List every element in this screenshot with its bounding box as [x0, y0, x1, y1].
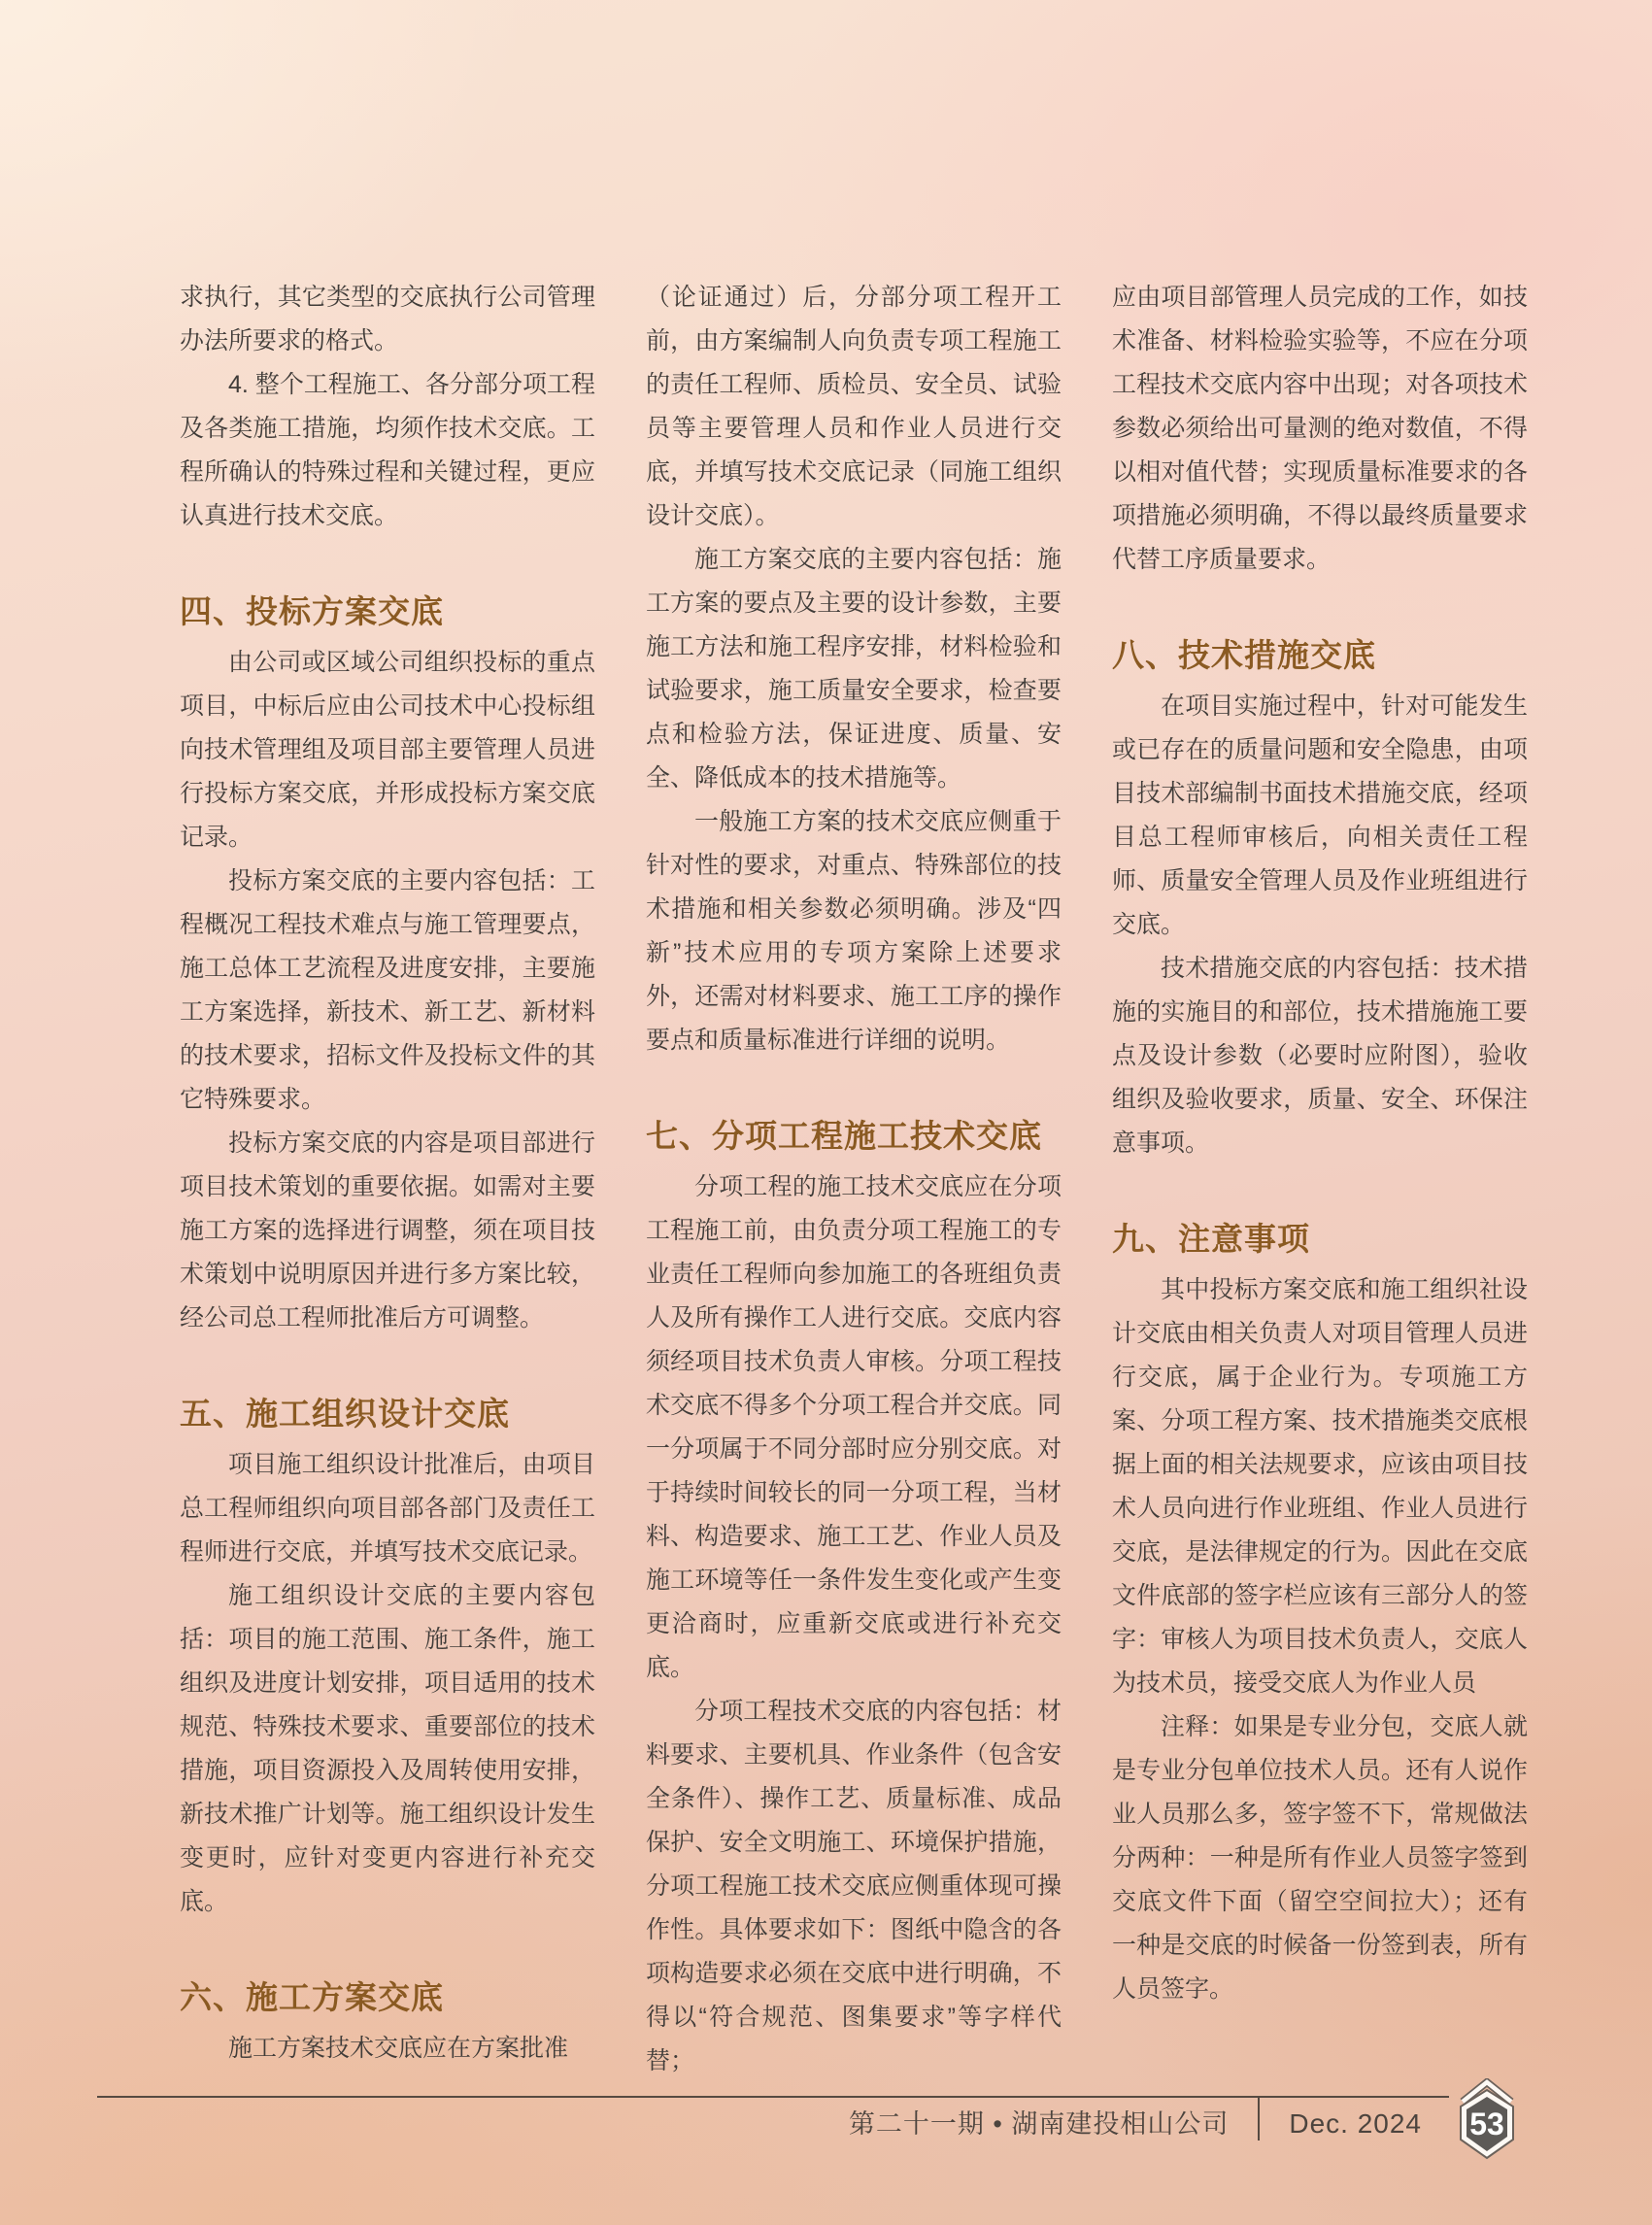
paragraph: 分项工程技术交底的内容包括：材料要求、主要机具、作业条件（包含安全条件）、操作工艺、质量标准、成品保护、安全文明施工、环境保护措施，分项工程施工技术交底应侧重体现可操作性。具体要求如下：图纸中隐含的各项构造要求必须在交底中进行明确，不得以“符合规范、图集要求”等字样代替；	[646, 1698, 1062, 2074]
paragraph: 其中投标方案交底和施工组织社设计交底由相关负责人对项目管理人员进行交底，属于企业行为。专项施工方案、分项工程方案、技术措施类交底根据上面的相关法规要求，应该由项目技术人员向进行作业班组、作业人员进行交底，是法律规定的行为。因此在交底文件底部的签字栏应该有三部分人的签字：审核人为项目技术负责人，交底人为技术员，接受交底人为作业人员	[1112, 1276, 1528, 1697]
section-heading-4: 四、投标方案交底	[180, 593, 444, 629]
footer-issue-company: 第二十一期 • 湖南建投相山公司	[848, 2109, 1230, 2139]
paragraph: 在项目实施过程中，针对可能发生或已存在的质量问题和安全隐患，由项目技术部编制书面技术措施交底，经项目总工程师审核后，向相关责任工程师、质量安全管理人员及作业班组进行交底。	[1112, 692, 1528, 938]
section-heading-6: 六、施工方案交底	[180, 1979, 444, 2015]
paragraph: 施工方案技术交底应在方案批准	[228, 2035, 569, 2062]
section-heading-7: 七、分项工程施工技术交底	[646, 1118, 1042, 1154]
paragraph-continuation: （论证通过）后，分部分项工程开工前，由方案编制人向负责专项工程施工的责任工程师、质检员、安全员、试验员等主要管理人员和作业人员进行交底，并填写技术交底记录（同施工组织设计交底）。	[646, 284, 1062, 529]
paragraph: 4. 整个工程施工、各分部分项工程及各类施工措施，均须作技术交底。工程所确认的特殊过程和关键过程，更应认真进行技术交底。	[180, 371, 595, 529]
article-columns	[180, 276, 1528, 2083]
footer-vertical-separator	[1258, 2098, 1260, 2141]
section-heading-9: 九、注意事项	[1112, 1221, 1310, 1257]
column-2	[646, 276, 1062, 2083]
paragraph: 技术措施交底的内容包括：技术措施的实施目的和部位，技术措施施工要点及设计参数（必要时应附图），验收组织及验收要求，质量、安全、环保注意事项。	[1112, 955, 1528, 1157]
paragraph: 注释：如果是专业分包，交底人就是专业分包单位技术人员。还有人说作业人员那么多，签字签不下，常规做法分两种：一种是所有作业人员签字签到交底文件下面（留空空间拉大）；还有一种是交底的时候备一份签到表，所有人员签字。	[1112, 1713, 1528, 2003]
page-number-badge	[1455, 2078, 1519, 2168]
footer-date: Dec. 2024	[1289, 2108, 1422, 2139]
paragraph: 投标方案交底的主要内容包括：工程概况工程技术难点与施工管理要点，施工总体工艺流程及进度安排，主要施工方案选择，新技术、新工艺、新材料的技术要求，招标文件及投标文件的其它特殊要求。	[180, 867, 595, 1113]
paragraph: 一般施工方案的技术交底应侧重于针对性的要求，对重点、特殊部位的技术措施和相关参数必须明确。涉及“四新”技术应用的专项方案除上述要求外，还需对材料要求、施工工序的操作要点和质量标准进行详细的说明。	[646, 808, 1062, 1054]
section-heading-5: 五、施工组织设计交底	[180, 1396, 510, 1432]
column-3	[1112, 276, 1528, 2083]
column-1	[180, 276, 595, 2083]
paragraph-continuation: 应由项目部管理人员完成的工作，如技术准备、材料检验实验等，不应在分项工程技术交底内容中出现；对各项技术参数必须给出可量测的绝对数值，不得以相对值代替；实现质量标准要求的各项措施必须明确，不得以最终质量要求代替工序质量要求。	[1112, 284, 1528, 573]
paragraph: 施工组织设计交底的主要内容包括：项目的施工范围、施工条件，施工组织及进度计划安排，项目适用的技术规范、特殊技术要求、重要部位的技术措施，项目资源投入及周转使用安排，新技术推广计划等。施工组织设计发生变更时，应针对变更内容进行补充交底。	[180, 1582, 595, 1915]
paragraph: 分项工程的施工技术交底应在分项工程施工前，由负责分项工程施工的专业责任工程师向参加施工的各班组负责人及所有操作工人进行交底。交底内容须经项目技术负责人审核。分项工程技术交底不得多个分项工程合并交底。同一分项属于不同分部时应分别交底。对于持续时间较长的同一分项工程，当材料、构造要求、施工工艺、作业人员及施工环境等任一条件发生变化或产生变更洽商时，应重新交底或进行补充交底。	[646, 1173, 1062, 1681]
paragraph: 投标方案交底的内容是项目部进行项目技术策划的重要依据。如需对主要施工方案的选择进行调整，须在项目技术策划中说明原因并进行多方案比较，经公司总工程师批准后方可调整。	[180, 1129, 595, 1332]
footer	[97, 2098, 1449, 2141]
paragraph: 施工方案交底的主要内容包括：施工方案的要点及主要的设计参数，主要施工方法和施工程序安排，材料检验和试验要求，施工质量安全要求，检查要点和检验方法，保证进度、质量、安全、降低成本的技术措施等。	[646, 546, 1062, 792]
section-heading-8: 八、技术措施交底	[1112, 637, 1376, 673]
paragraph: 由公司或区域公司组织投标的重点项目，中标后应由公司技术中心投标组向技术管理组及项目部主要管理人员进行投标方案交底，并形成投标方案交底记录。	[180, 649, 595, 851]
paragraph-continuation: 求执行，其它类型的交底执行公司管理办法所要求的格式。	[180, 284, 595, 354]
page-number: 53	[1469, 2107, 1504, 2141]
paragraph: 项目施工组织设计批准后，由项目总工程师组织向项目部各部门及责任工程师进行交底，并填写技术交底记录。	[180, 1451, 595, 1566]
